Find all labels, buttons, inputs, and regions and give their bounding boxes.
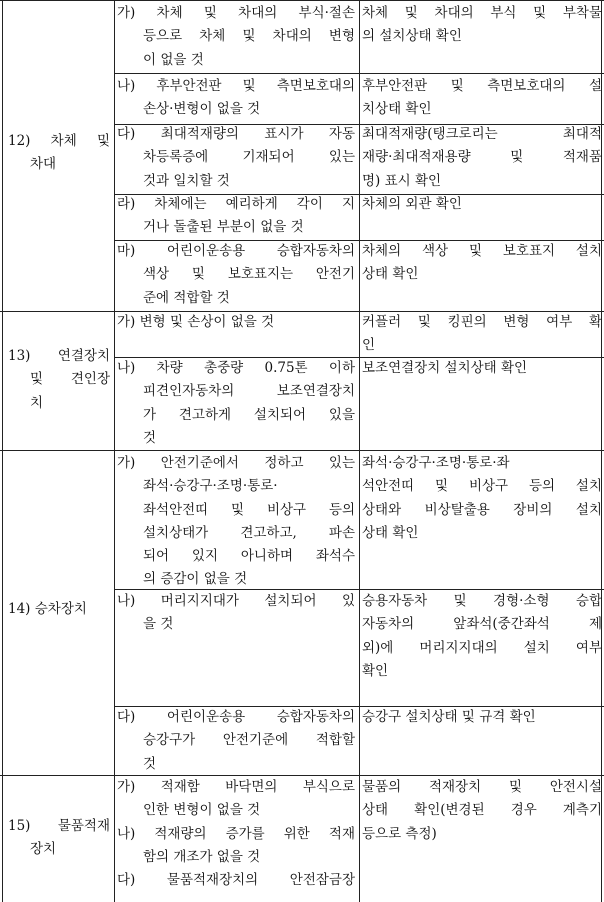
method-line: 재량·최대적재용량 및 적재품 <box>362 149 602 166</box>
method-cell <box>362 75 602 122</box>
criteria-cell <box>117 193 355 240</box>
method-line: 상태 확인(변경된 경우 계측기 <box>362 802 602 819</box>
criteria-line: 나) 머리지지대가 설치되어 있 <box>117 593 355 609</box>
category-cell <box>2 598 112 621</box>
criteria-line: 가) 안전기준에서 정하고 있는 <box>117 455 355 471</box>
criteria-cell <box>117 240 355 310</box>
category-label: 12) 차체 및 <box>8 133 110 149</box>
method-line: 상태 확인 <box>362 524 419 541</box>
criteria-cell <box>117 590 355 637</box>
category-label: 및 견인장 <box>30 371 110 388</box>
method-line: 물품의 적재장치 및 안전시설 <box>362 779 602 795</box>
criteria-line: 가 견고하게 설치되어 있을 <box>143 406 355 423</box>
criteria-line: 인한 변형이 없을 것 <box>143 802 261 819</box>
criteria-line: 승강구가 안전기준에 적합할 <box>143 732 355 749</box>
method-line: 차체의 외관 확인 <box>362 196 462 212</box>
criteria-line: 것 <box>143 429 157 446</box>
criteria-cell <box>117 357 355 450</box>
criteria-line: 것 <box>143 755 157 772</box>
method-line: 승용자동차 및 경형·소형 승합 <box>362 593 602 609</box>
criteria-line: 다) 물품적재장치의 안전잠금장 <box>117 872 355 889</box>
criteria-line: 손상·변형이 없을 것 <box>143 101 261 118</box>
criteria-line: 가) 차체 및 차대의 부식·절손 <box>117 5 355 21</box>
criteria-line: 의 증감이 없을 것 <box>143 571 248 588</box>
category-label: 차대 <box>30 156 57 173</box>
table-border-top <box>0 0 604 1</box>
criteria-line: 좌석·승강구·조명·통로· <box>143 478 278 495</box>
method-cell <box>362 311 602 358</box>
method-line: 등으로 측정) <box>362 825 437 842</box>
column-divider-criteria <box>359 0 360 902</box>
method-line: 상태와 비상탈출용 장비의 설치 <box>362 501 602 518</box>
method-cell <box>362 776 602 846</box>
category-label: 14) 승차장치 <box>8 601 87 617</box>
method-line: 외)에 머리지지대의 설치 여부 <box>362 639 602 656</box>
method-line: 최대적재량(탱크로리는 최대적 <box>362 126 602 142</box>
criteria-cell <box>117 2 355 72</box>
criteria-line: 것과 일치할 것 <box>143 172 230 189</box>
criteria-line: 거나 돌출된 부분이 없을 것 <box>143 219 304 236</box>
criteria-line: 라) 차체에는 예리하게 각이 지 <box>117 196 355 212</box>
criteria-line: 되어 있지 아니하며 좌석수 <box>143 548 355 565</box>
criteria-line: 을 것 <box>143 616 174 633</box>
criteria-line: 차등록증에 기재되어 있는 <box>143 149 355 166</box>
method-cell <box>362 193 602 216</box>
method-cell <box>362 706 602 729</box>
method-line: 명) 표시 확인 <box>362 172 442 189</box>
criteria-cell <box>117 452 355 592</box>
criteria-line: 다) 어린이운송용 승합자동차의 <box>117 709 355 725</box>
criteria-line: 설치상태가 견고하고, 파손 <box>143 524 355 541</box>
method-line: 후부안전판 및 측면보호대의 설 <box>362 78 602 94</box>
method-line: 승강구 설치상태 및 규격 확인 <box>362 709 536 725</box>
criteria-line: 이 없을 것 <box>143 51 204 68</box>
criteria-line: 색상 및 보호표지는 안전기 <box>143 266 355 283</box>
criteria-line: 가) 적재함 바닥면의 부식으로 <box>117 779 355 795</box>
method-line: 상태 확인 <box>362 266 419 283</box>
criteria-line: 마) 어린이운송용 승합자동차의 <box>117 243 355 259</box>
method-line: 보조연결장치 설치상태 확인 <box>362 360 528 376</box>
criteria-cell <box>117 776 355 892</box>
criteria-line: 나) 적재량의 증가를 위한 적재 <box>117 825 355 842</box>
method-cell <box>362 2 602 49</box>
category-label: 장치 <box>30 841 57 858</box>
category-label: 13) 연결장치 <box>8 348 110 364</box>
method-line: 좌석·승강구·조명·통로·좌 <box>362 455 510 471</box>
category-cell <box>2 815 112 862</box>
row-divider <box>114 73 604 74</box>
criteria-cell <box>117 123 355 193</box>
criteria-line: 함의 개조가 없을 것 <box>143 848 261 865</box>
method-line: 차체의 색상 및 보호표지 설치 <box>362 243 602 259</box>
category-cell <box>2 345 112 415</box>
criteria-line: 피견인자동차의 보조연결장치 <box>143 383 355 400</box>
criteria-line: 준에 적합할 것 <box>143 289 230 306</box>
criteria-cell <box>117 311 355 334</box>
method-line: 치상태 확인 <box>362 101 432 118</box>
method-cell <box>362 357 602 380</box>
criteria-line: 등으로 차체 및 차대의 변형 <box>143 28 355 45</box>
criteria-line: 좌석안전띠 및 비상구 등의 <box>143 501 355 518</box>
method-line: 차체 및 차대의 부식 및 부착물 <box>362 5 602 21</box>
method-cell <box>362 590 602 683</box>
criteria-line: 나) 후부안전판 및 측면보호대의 <box>117 78 355 94</box>
method-line: 의 설치상태 확인 <box>362 28 462 45</box>
criteria-cell <box>117 706 355 776</box>
method-line: 석안전띠 및 비상구 등의 설치 <box>362 478 602 495</box>
category-label: 치 <box>30 394 44 411</box>
method-line: 커플러 및 킹핀의 변형 여부 확 <box>362 314 602 330</box>
method-cell <box>362 240 602 287</box>
category-label: 15) 물품적재 <box>8 818 110 834</box>
criteria-line: 가) 변형 및 손상이 없을 것 <box>117 314 275 330</box>
method-cell <box>362 452 602 545</box>
method-line: 자동차의 앞좌석(중간좌석 제 <box>362 616 602 633</box>
criteria-line: 나) 차량 총중량 0.75톤 이하 <box>117 360 355 376</box>
criteria-line: 다) 최대적재량의 표시가 자동 <box>117 126 355 142</box>
column-divider-category <box>114 0 115 902</box>
category-cell <box>2 130 112 177</box>
method-line: 확인 <box>362 662 389 679</box>
method-line: 인 <box>362 337 376 354</box>
criteria-cell <box>117 75 355 122</box>
method-cell <box>362 123 602 193</box>
